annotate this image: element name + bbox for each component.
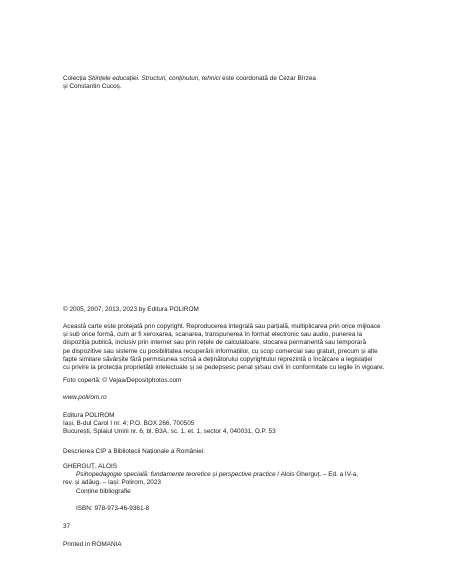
isbn: ISBN: 978-973-46-9361-8 [76,505,150,512]
legal-line: cu privire la protecția proprietății intelectuale și se pedepsesc penal și/sau civil în conformitate cu legile în vigoare. [63,364,385,372]
series-note [63,75,403,91]
copyright-line: © 2005, 2007, 2013, 2023 by Editura POLIROM [63,306,199,313]
series-suffix: este coordonată de Cezar Bîrzea [220,75,316,82]
legal-line: Această carte este protejată prin copyright. Reproducerea integrală sau parțială, multiplicarea prin orice mijloace [63,323,381,330]
printed-in: Printed in ROMANIA [63,541,122,548]
cover-photo-credit: Foto copertă: © Vejaa/Depositphotos.com [63,377,182,384]
series-title: Științele educației. Structuri, conținuturi, tehnici [87,75,221,82]
cip-record [63,463,403,496]
cip-title: Psihopedagogie specială: fundamente teoretice și perspective practice [76,471,276,479]
legal-line: dispoziția publică, inclusiv prin internet sau prin rețele de calculatoare, stocarea permanentă sau temporară [63,339,367,347]
publisher-address-bucuresti: București, Splaiul Unirii nr. 6, bl. B3A, sc. 1, et. 1, sector 4, 040031, O.P. 53 [63,428,276,436]
cip-heading: Descrierea CIP a Bibliotecii Naționale a României: [63,448,205,455]
publisher-name: Editura POLIROM [63,412,115,419]
cip-title-line [63,471,403,479]
classification-code: 37 [63,523,71,530]
series-prefix: Colecția [63,75,88,82]
legal-line: pe dispozitive sau sisteme cu posibilitatea recuperării informațiilor, cu scop comercial sau gratuit, precum și alte [63,347,378,355]
publisher-address-iasi: Iași, B-dul Carol I nr. 4; P.O. BOX 266, 700505 [63,420,195,428]
legal-line: fapte similare săvârșite fără permisiunea scrisă a deținătorului copyrightului reprezintă o încălcare a legislației [63,355,373,363]
legal-line: și sub orice formă, cum ar fi xeroxarea, scanarea, transpunerea în format electronic sau audio, punerea la [63,331,363,339]
cip-bibliography: Conține bibliografie [76,487,131,495]
series-line-1 [63,75,403,83]
cip-edition: / Alois Gherguț. – Ed. a IV-a, [275,471,359,479]
legal-notice [63,323,401,372]
publisher-info [63,412,403,437]
website-link[interactable]: www.polirom.ro [63,394,107,401]
cip-author: GHERGUȚ, ALOIS [63,463,117,470]
series-line-2: și Constantin Cucoș. [63,83,122,91]
cip-imprint: rev. și adăug. – Iași: Polirom, 2023 [63,479,161,487]
